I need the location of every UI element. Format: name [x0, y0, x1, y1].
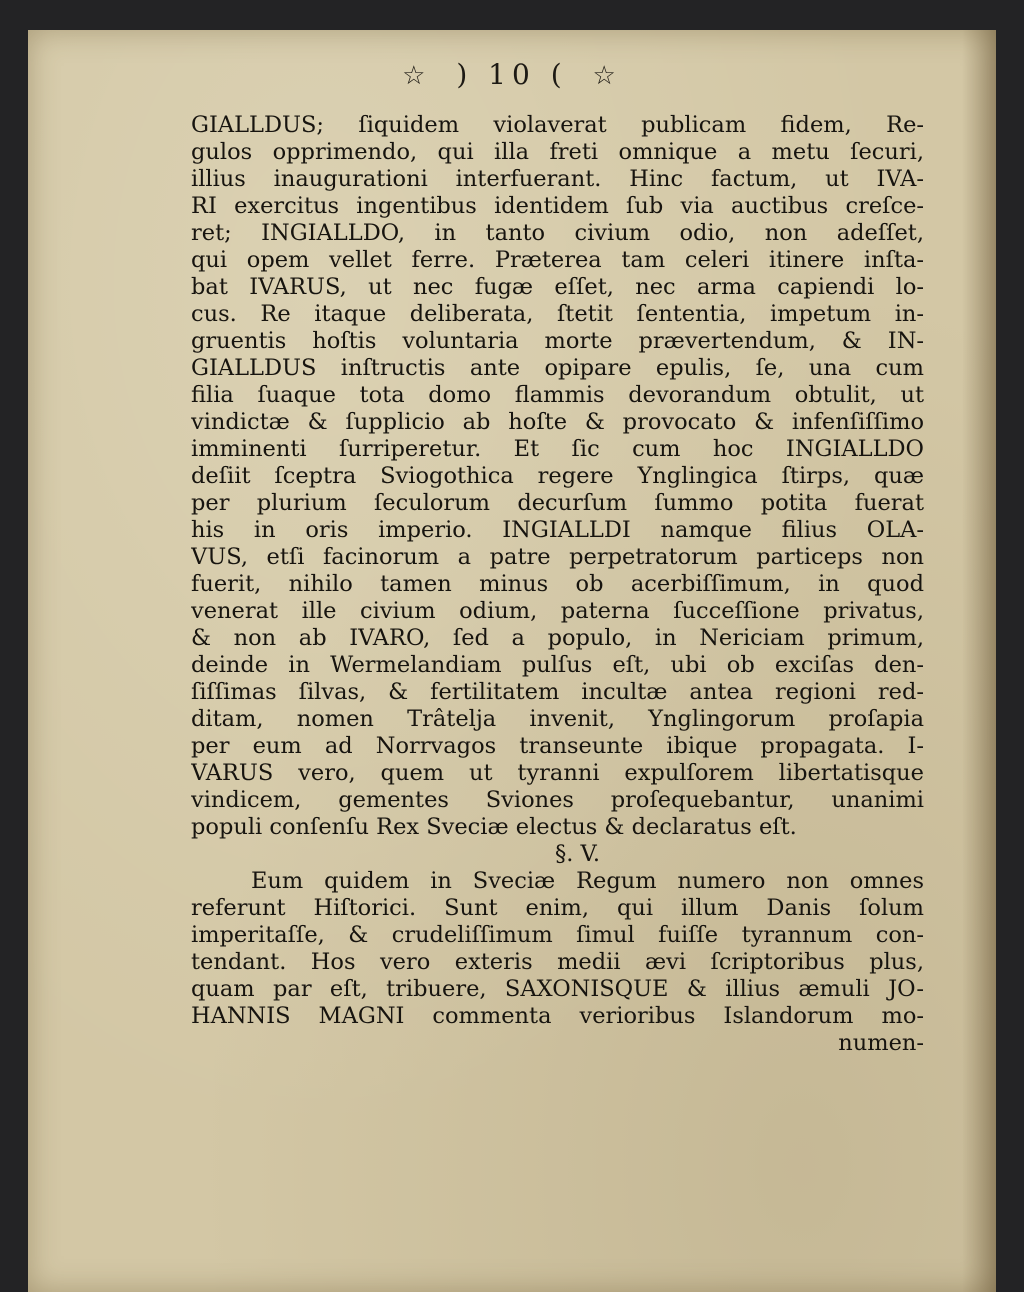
star-ornament-icon: ☆: [402, 61, 432, 91]
text-line: ret; INGIALLDO, in tanto civium odio, non adeſſet,: [191, 220, 924, 246]
text-line: his in oris imperio. INGIALLDI namque filius OLA-: [191, 517, 924, 543]
star-ornament-icon: ☆: [592, 61, 622, 91]
section-heading: §. V.: [554, 841, 601, 867]
text-line: quam par eſt, tribuere, SAXONISQUE & illius æmuli JO-: [191, 976, 924, 1002]
text-line: gruentis hoſtis voluntaria morte prævertendum, & IN-: [191, 328, 924, 354]
text-line: vindicem, gementes Sviones proſequebantur, unanimi: [191, 787, 924, 813]
text-line: per plurium ſeculorum decurſum ſummo potita fuerat: [191, 490, 924, 516]
text-line: ditam, nomen Trâtelja invenit, Ynglingorum proſapia: [191, 706, 924, 732]
text-line: Eum quidem in Sveciæ Regum numero non omnes: [251, 868, 924, 894]
text-line: HANNIS MAGNI commenta verioribus Islandorum mo-: [191, 1003, 924, 1029]
text-line: bat IVARUS, ut nec fugæ eſſet, nec arma capiendi lo-: [191, 274, 924, 300]
text-line: VARUS vero, quem ut tyranni expulſorem libertatisque: [191, 760, 924, 786]
text-line: GIALLDUS; ſiquidem violaverat publicam fidem, Re-: [191, 112, 924, 138]
text-line: gulos opprimendo, qui illa freti omnique a metu ſecuri,: [191, 139, 924, 165]
text-line: tendant. Hos vero exteris medii ævi ſcriptoribus plus,: [191, 949, 924, 975]
text-line: VUS, etſi facinorum a patre perpetratorum particeps non: [191, 544, 924, 570]
text-line: per eum ad Norrvagos transeunte ibique propagata. I-: [191, 733, 924, 759]
body-text: [191, 112, 924, 1057]
text-line: venerat ille civium odium, paterna ſucceſſione privatus,: [191, 598, 924, 624]
text-line: fuerit, nihilo tamen minus ob acerbiſſimum, in quod: [191, 571, 924, 597]
page-number: ) 10 (: [456, 58, 568, 91]
text-line: deſiit ſceptra Sviogothica regere Ynglingica ſtirps, quæ: [191, 463, 924, 489]
text-line: referunt Hiſtorici. Sunt enim, qui illum Danis ſolum: [191, 895, 924, 921]
catchword: numen-: [838, 1030, 924, 1056]
text-line: vindictæ & ſupplicio ab hoſte & provocato & infenſiſſimo: [191, 409, 924, 435]
page-gutter-shadow: [962, 30, 996, 1292]
text-line: imminenti ſurriperetur. Et ſic cum hoc INGIALLDO: [191, 436, 924, 462]
text-line: populi conſenſu Rex Sveciæ electus & declaratus eſt.: [191, 814, 797, 840]
text-line: cus. Re itaque deliberata, ſtetit ſententia, impetum in-: [191, 301, 924, 327]
text-line: qui opem vellet ferre. Præterea tam celeri itinere inſta-: [191, 247, 924, 273]
text-line: ſiſſimas ſilvas, & fertilitatem incultæ antea regioni red-: [191, 679, 924, 705]
text-line: illius inaugurationi interfuerant. Hinc factum, ut IVA-: [191, 166, 924, 192]
text-line: GIALLDUS inſtructis ante opipare epulis, ſe, una cum: [191, 355, 924, 381]
text-line: deinde in Wermelandiam pulſus eſt, ubi ob exciſas den-: [191, 652, 924, 678]
text-line: & non ab IVARO, ſed a populo, in Nericiam primum,: [191, 625, 924, 651]
text-line: filia ſuaque tota domo flammis devorandum obtulit, ut: [191, 382, 924, 408]
book-page: [28, 30, 996, 1292]
running-head: [28, 58, 996, 91]
text-line: imperitaſſe, & crudeliſſimum ſimul fuiſſe tyrannum con-: [191, 922, 924, 948]
text-line: RI exercitus ingentibus identidem ſub via auctibus creſce-: [191, 193, 924, 219]
